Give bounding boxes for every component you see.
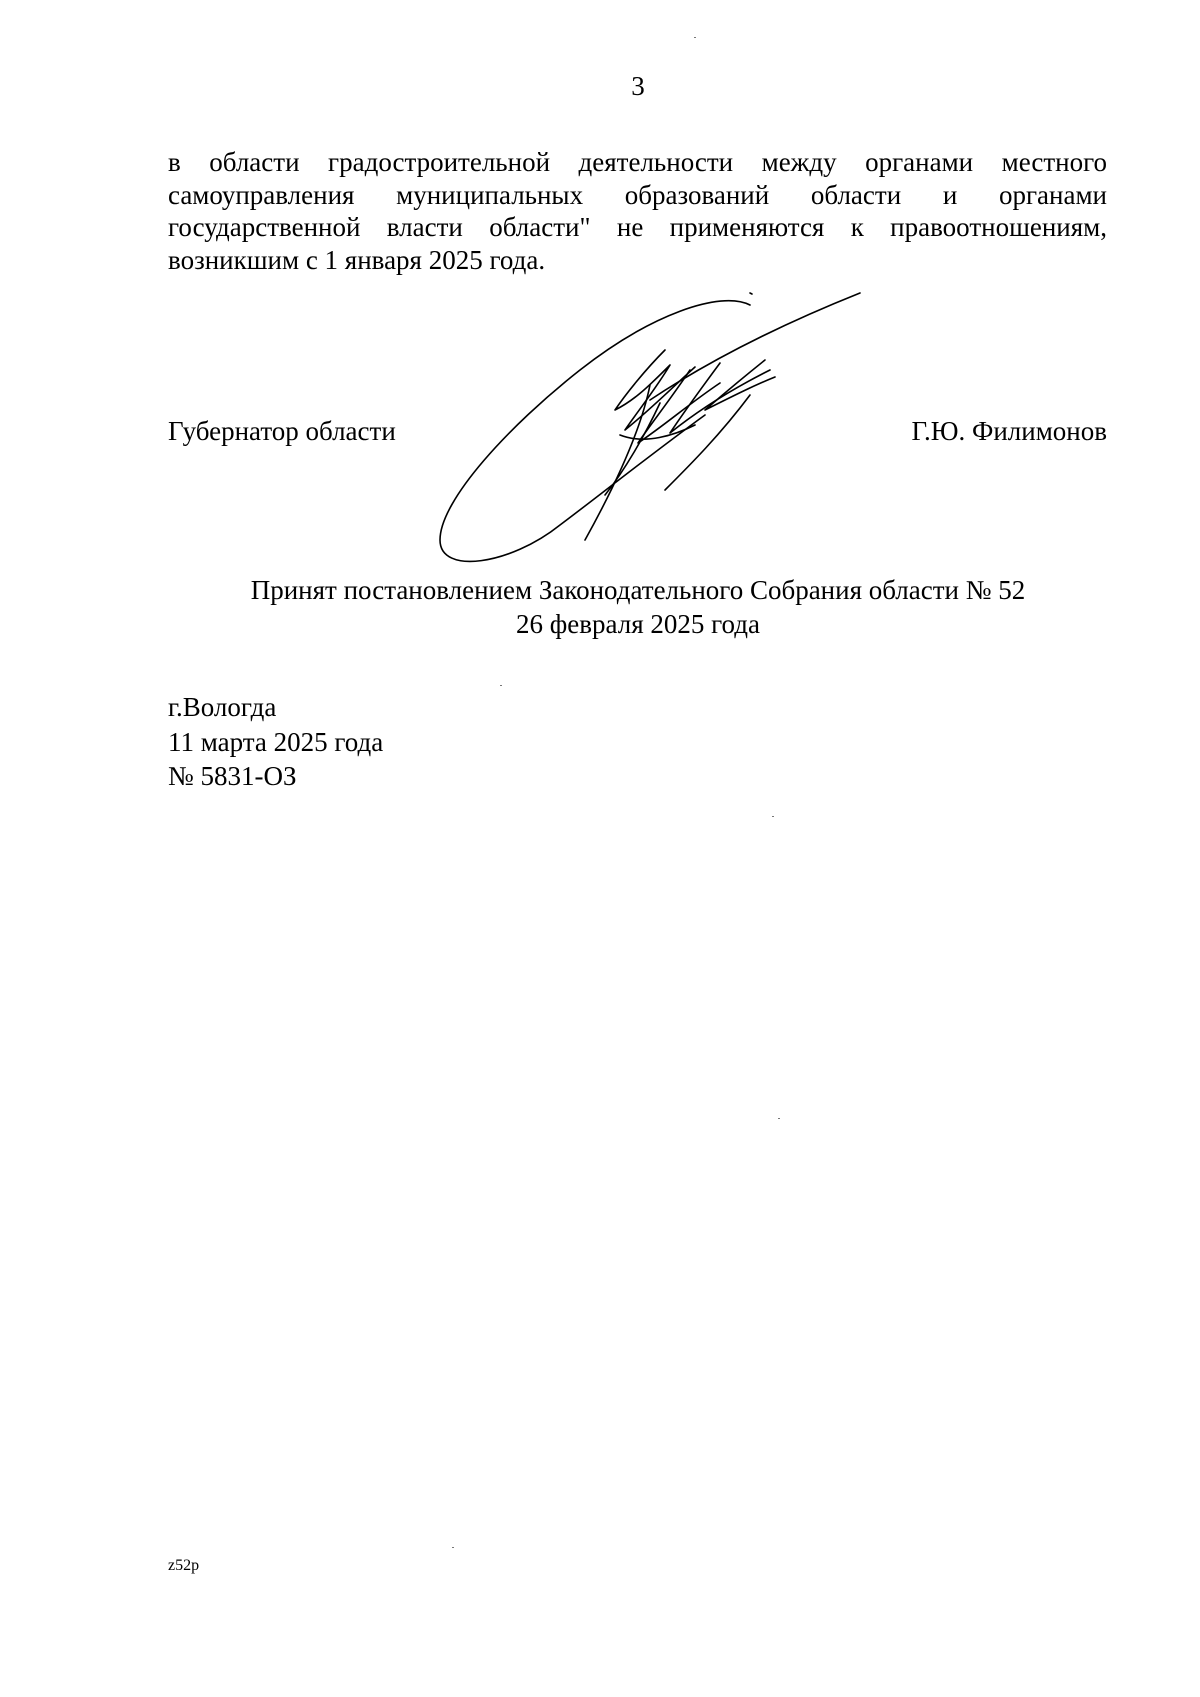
body-line-3: государственной власти области" не применяются к правоотношениям,	[168, 212, 1107, 242]
body-line-2: самоуправления муниципальных образований области и органами	[168, 179, 1107, 210]
city: г.Вологда	[168, 692, 277, 722]
footer-code: z52p	[168, 1557, 200, 1574]
adoption-date: 26 февраля 2025 года	[516, 609, 760, 639]
signer-name: Г.Ю. Филимонов	[911, 416, 1107, 446]
signer-title: Губернатор области	[168, 416, 396, 446]
body-paragraph	[168, 146, 1107, 276]
page-number: 3	[631, 71, 645, 101]
place-date-number	[168, 690, 383, 794]
signing-date: 11 марта 2025 года	[168, 726, 384, 757]
scan-speck	[778, 1118, 780, 1119]
scan-speck	[500, 685, 502, 686]
handwritten-signature	[420, 285, 880, 575]
scan-speck	[452, 1547, 454, 1548]
scan-speck	[694, 37, 696, 38]
adoption-statement	[0, 573, 1200, 641]
scan-speck	[772, 816, 774, 817]
body-line-4: возникшим с 1 января 2025 года.	[168, 244, 546, 275]
law-number: № 5831-ОЗ	[168, 761, 297, 791]
body-line-1: в области градостроительной деятельности между органами местного	[168, 147, 1107, 177]
adoption-line-1: Принят постановлением Законодательного Собрания области № 52	[250, 575, 1026, 605]
